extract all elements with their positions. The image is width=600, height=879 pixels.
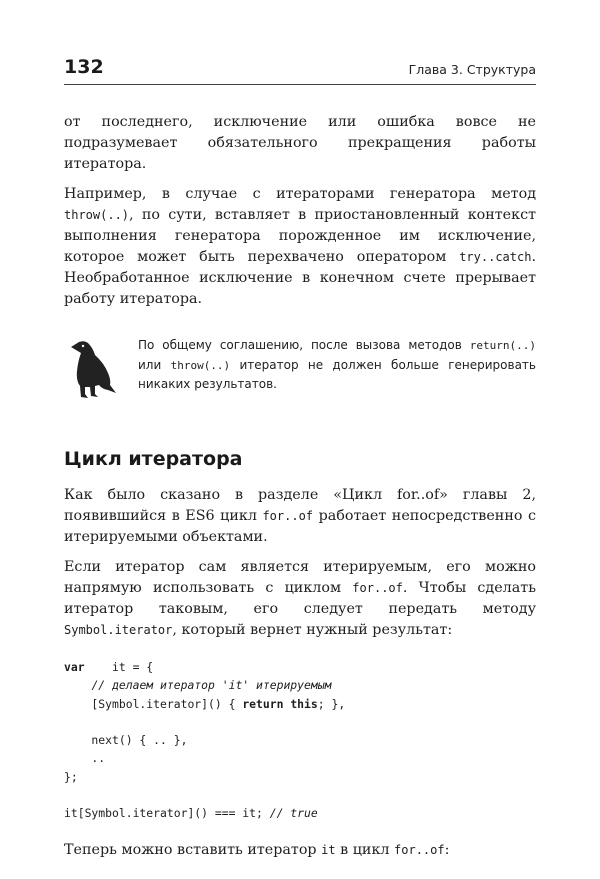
text-fragment: Теперь можно вставить итератор: [64, 841, 322, 858]
text-fragment: Как было сказано в разделе «Цикл for..of» главы 2, появившийся в ES6 цикл: [64, 487, 536, 524]
code-comment: // true: [269, 806, 318, 821]
code-comment: // делаем итератор 'it' итерируемым: [91, 678, 332, 693]
text-fragment: . Чтобы сделать итератор таковым, его следует передать методу: [64, 580, 536, 617]
text-fragment: , который вернет нужный результат:: [172, 622, 453, 638]
code-keyword: this: [290, 696, 318, 711]
text-fragment: Если итератор сам является итерируемым, его можно напрямую использовать с циклом: [64, 559, 536, 596]
code-text: it[Symbol.iterator]() === it;: [64, 806, 270, 821]
text-fragment: . Необработанное исключение в конечном счете прерывает работу итератора.: [64, 249, 536, 307]
code-text: ; },: [317, 696, 346, 711]
page-content: [64, 112, 536, 861]
inline-code: for..of: [394, 842, 445, 857]
inline-code: throw(..): [64, 208, 130, 222]
chapter-title: Глава 3. Структура: [408, 62, 536, 77]
code-text: next() { .. },: [64, 733, 188, 748]
text-fragment: , по сути, вставляет в приостановленный контекст выполнения генератора порожденное им исключение, которое может быть перехвачено оператором: [64, 207, 536, 265]
inline-code: return(..): [469, 339, 536, 352]
text-fragment: итератор не должен больше генерировать никаких результатов.: [138, 357, 536, 391]
inline-code: throw(..): [170, 358, 231, 372]
code-text: };: [64, 769, 78, 784]
running-header: [64, 56, 536, 80]
inline-code: it: [321, 842, 336, 857]
section-heading: Цикл итератора: [64, 448, 243, 470]
inline-code: for..of: [352, 581, 403, 595]
code-block: [64, 658, 536, 823]
note-text: [138, 336, 536, 395]
header-rule: [64, 84, 536, 85]
code-keyword: return: [242, 696, 284, 711]
text-fragment: в цикл: [335, 841, 395, 858]
inline-code: Symbol.iterator: [64, 623, 173, 637]
paragraph-continuation: от последнего, исключение или ошибка вовсе не подразумевает обязательного прекращения работы итератора.: [64, 114, 536, 172]
inline-code: try..catch: [459, 250, 532, 264]
inline-code: for..of: [262, 509, 314, 523]
page-number: 132: [64, 56, 104, 78]
text-fragment: По общему соглашению, после вызова методов: [138, 338, 470, 352]
text-fragment: :: [444, 841, 450, 858]
paragraph-throw: [64, 184, 536, 310]
code-text: [Symbol.iterator]() {: [64, 696, 243, 711]
code-text: it = {: [84, 660, 154, 674]
paragraph-for-of: [64, 485, 536, 548]
paragraph-final: [64, 840, 536, 861]
crow-icon: [64, 335, 118, 401]
note-box: [64, 335, 536, 413]
paragraph-iterable: [64, 557, 536, 641]
code-text: ..: [64, 751, 106, 766]
text-fragment: или: [138, 357, 171, 372]
text-fragment: Например, в случае с итераторами генератора метод: [64, 186, 536, 202]
code-keyword: var: [64, 660, 85, 674]
code-text: [64, 678, 91, 692]
text-fragment: работает непосредственно с итерируемыми объектами.: [64, 508, 536, 545]
